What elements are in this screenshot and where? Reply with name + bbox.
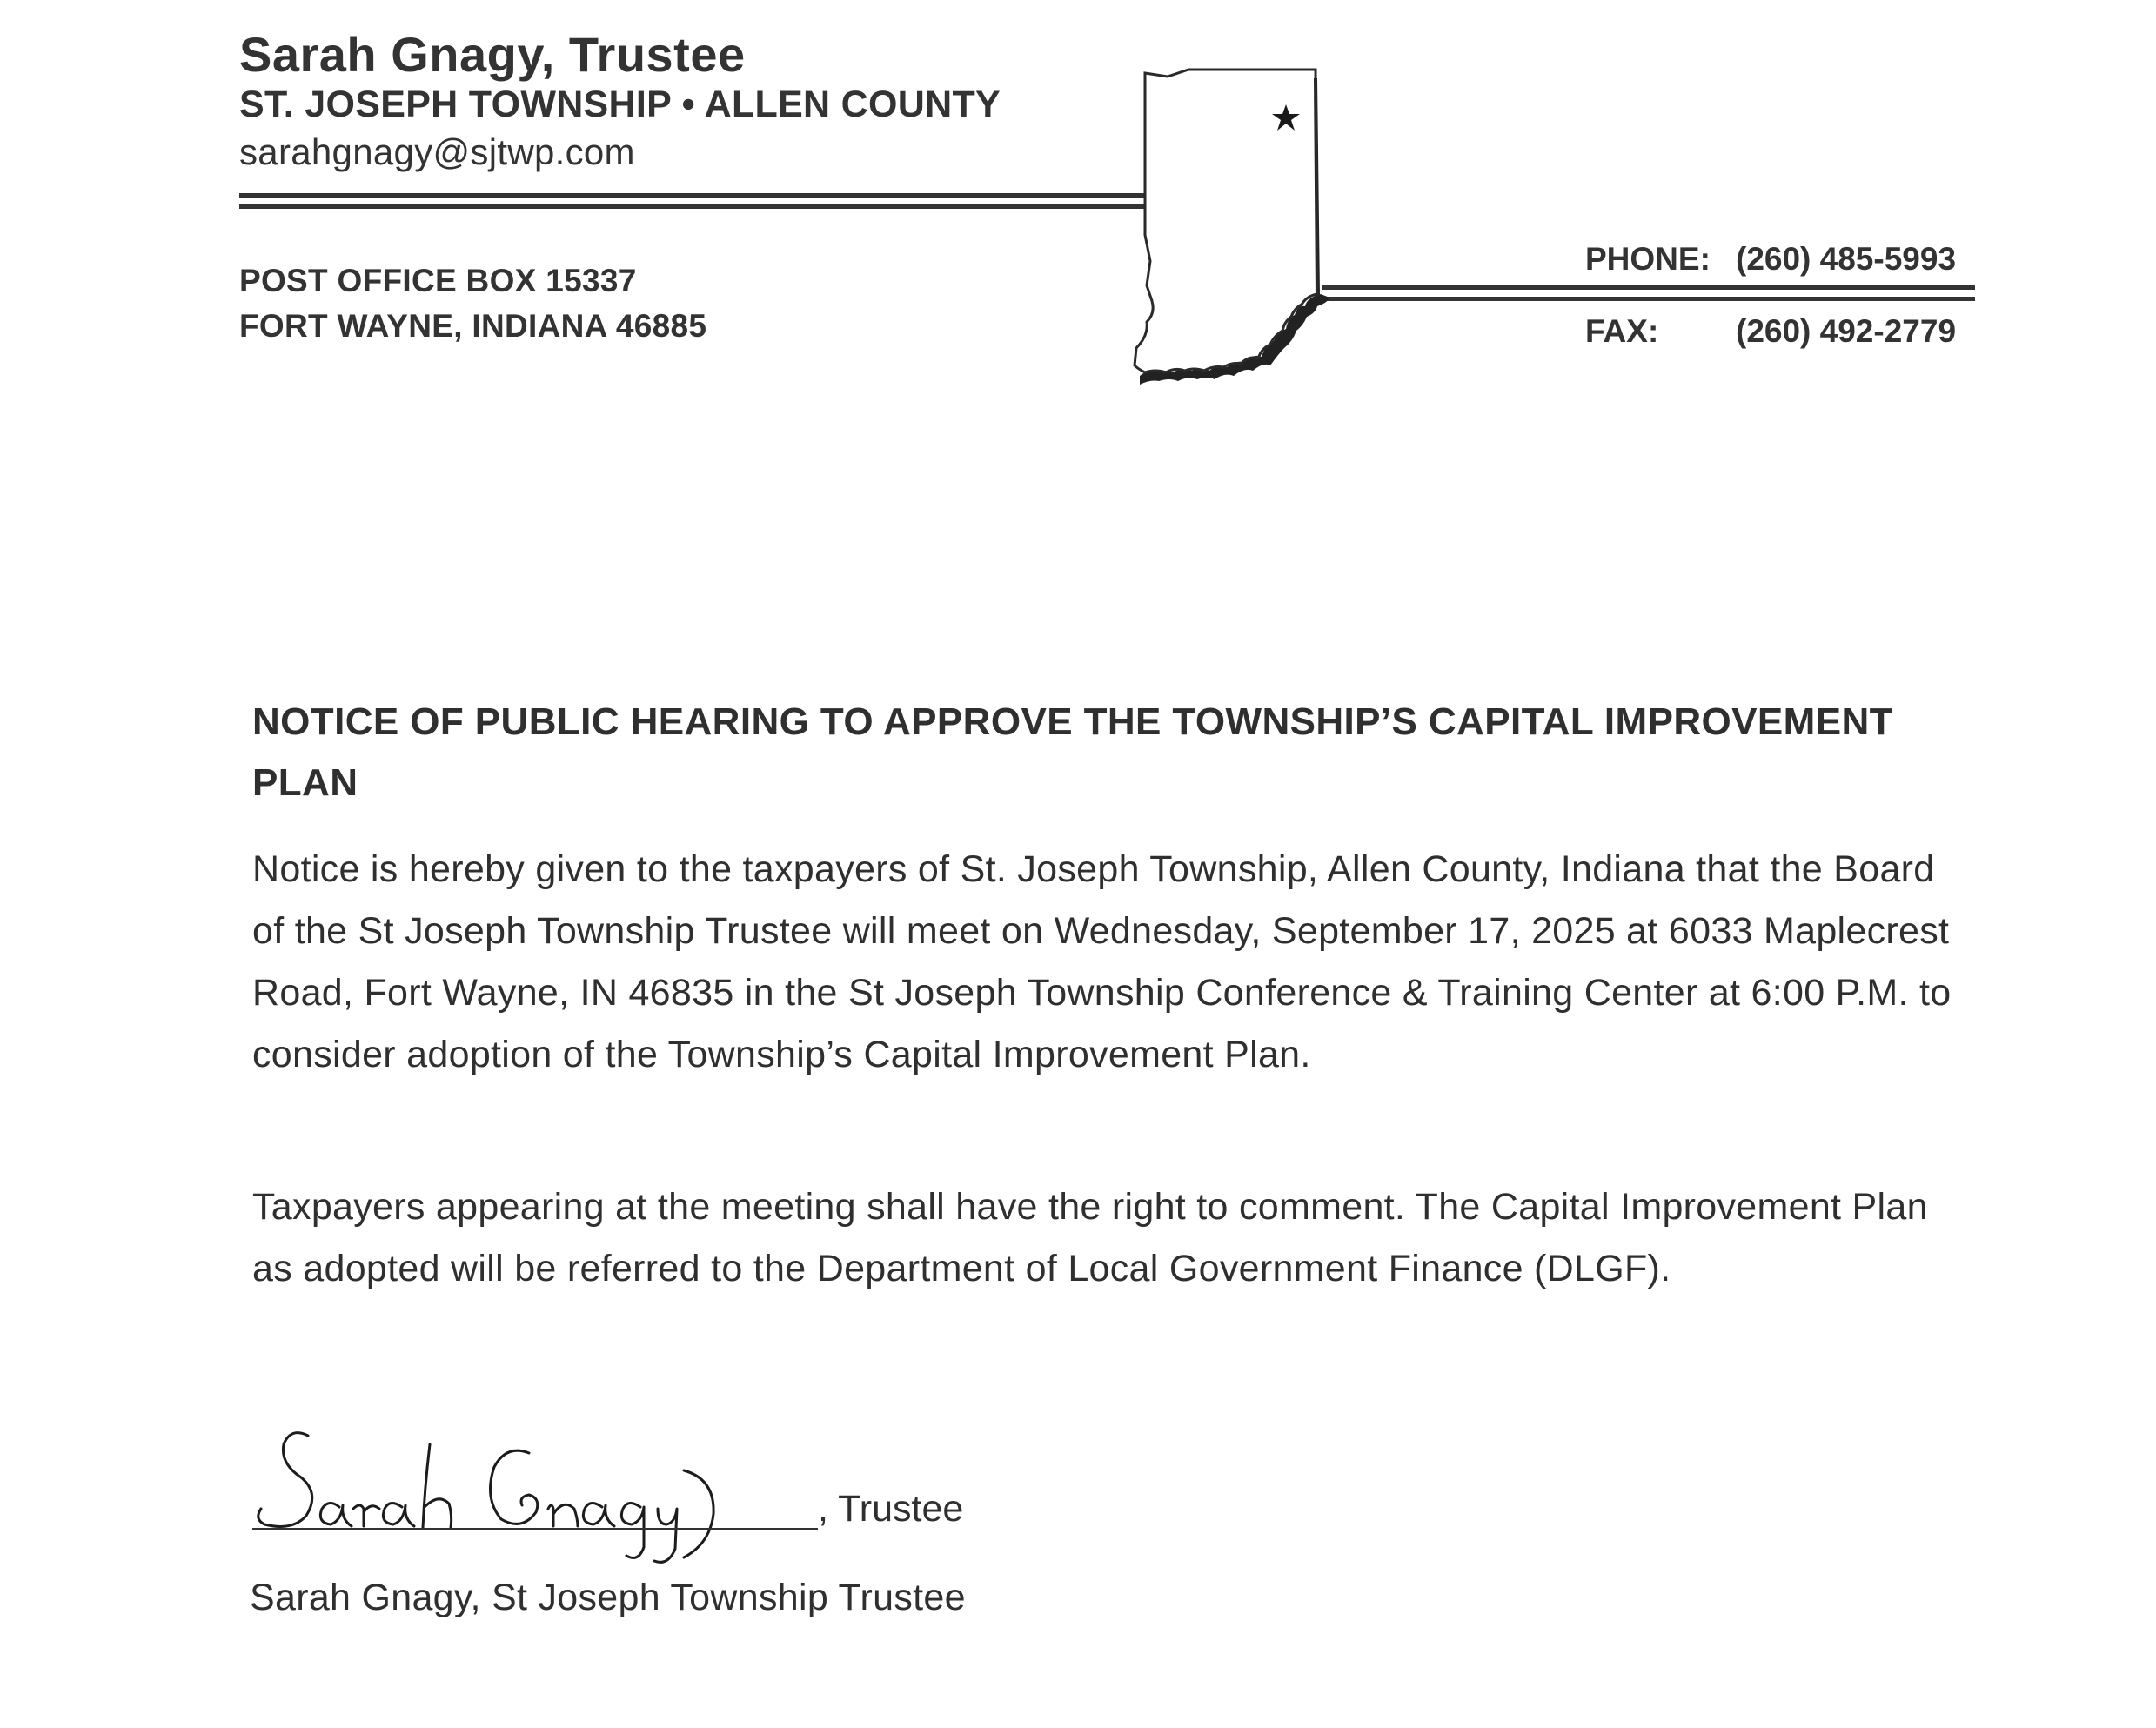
letterhead-name: Sarah Gnagy, Trustee	[239, 27, 746, 82]
indiana-map-icon	[1105, 61, 1340, 400]
phone-label: PHONE:	[1585, 241, 1711, 277]
signature-printed-name: Sarah Gnagy, St Joseph Township Trustee	[250, 1577, 966, 1618]
address-line-1: POST OFFICE BOX 15337	[239, 263, 637, 298]
notice-title: NOTICE OF PUBLIC HEARING TO APPROVE THE TOWNSHIP’S CAPITAL IMPROVEMENT PLAN	[252, 700, 1893, 804]
letterhead-rule-right-bottom	[1322, 297, 1975, 301]
fax-value: (260) 492-2779	[1736, 313, 1957, 349]
phone-value: (260) 485-5993	[1736, 241, 1957, 277]
handwritten-signature	[245, 1418, 785, 1575]
letterhead-email: sarahgnagy@sjtwp.com	[239, 131, 635, 172]
signature-line	[252, 1528, 818, 1530]
signature-title-suffix: , Trustee	[818, 1488, 964, 1530]
notice-paragraph-1: Notice is hereby given to the taxpayers of St. Joseph Township, Allen County, Indiana that the Board of the St Joseph Township Trustee will meet on Wednesday, September 17, 2025 at 6033 Maplecrest Road, Fort Wayne, IN 46835 in the St Joseph Township Conference & Training Center at 6:00 P.M. to consider adoption of the Township’s Capital Improvement Plan.	[252, 848, 1952, 1075]
star-icon	[1272, 104, 1300, 131]
letterhead-rule-right-top	[1322, 285, 1975, 290]
letterhead-rule-left-bottom	[239, 204, 1144, 209]
fax-label: FAX:	[1585, 313, 1659, 349]
letterhead-organization: ST. JOSEPH TOWNSHIP • ALLEN COUNTY	[239, 84, 1001, 125]
letterhead-rule-left-top	[239, 193, 1144, 198]
notice-paragraph-2: Taxpayers appearing at the meeting shall have the right to comment. The Capital Improvement Plan as adopted will be referred to the Department of Local Government Finance (DLGF).	[252, 1186, 1928, 1289]
address-line-2: FORT WAYNE, INDIANA 46885	[239, 308, 707, 344]
